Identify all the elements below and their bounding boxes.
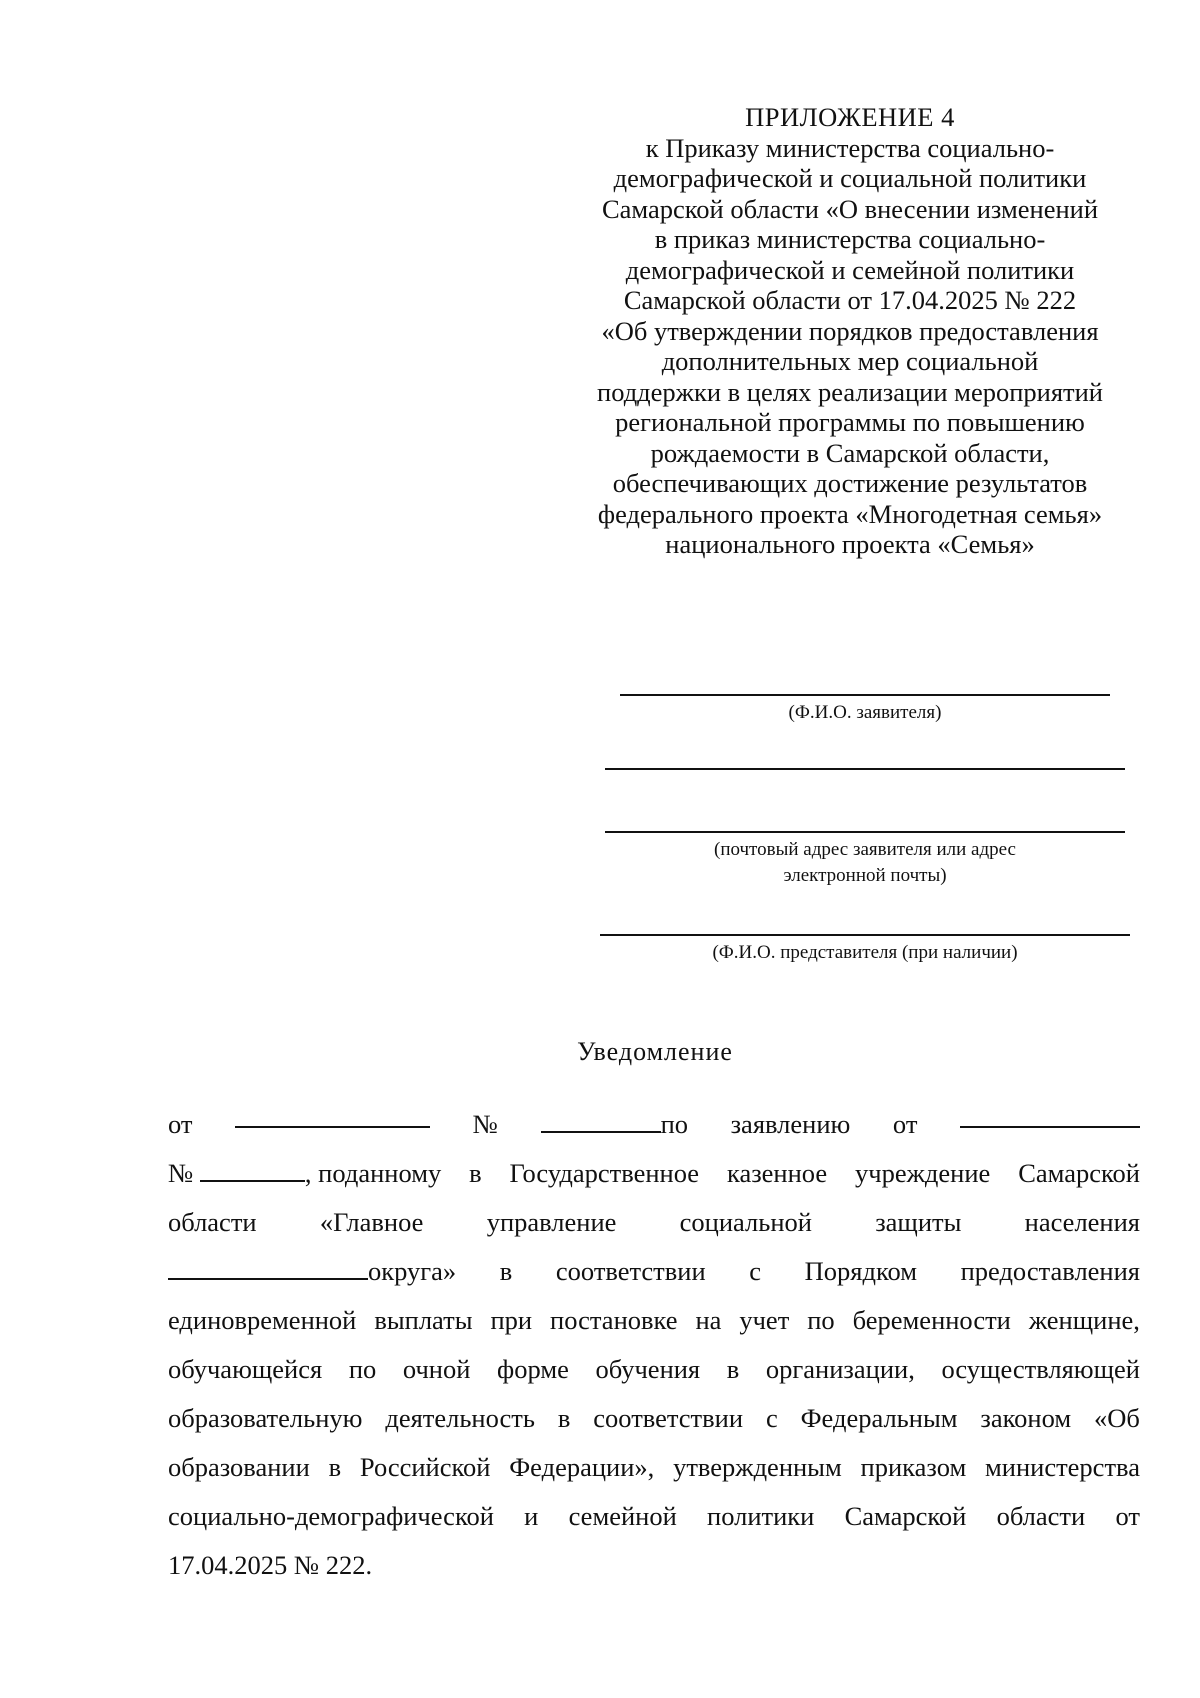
body-row bbox=[168, 1198, 1140, 1247]
word: социально-демографической bbox=[168, 1501, 494, 1531]
word: образовании bbox=[168, 1452, 310, 1482]
word: утвержденным bbox=[673, 1452, 842, 1482]
date-blank[interactable] bbox=[235, 1100, 430, 1128]
word: учет bbox=[739, 1305, 790, 1335]
word: женщине, bbox=[1028, 1305, 1140, 1335]
word: семейной bbox=[568, 1501, 677, 1531]
app-number-group bbox=[168, 1149, 441, 1198]
word: Федеральным bbox=[800, 1403, 958, 1433]
word: беременности bbox=[852, 1305, 1011, 1335]
address-caption-line1: (почтовый адрес заявителя или адрес bbox=[714, 839, 1016, 860]
body-row bbox=[168, 1247, 1140, 1296]
word: деятельность bbox=[385, 1403, 535, 1433]
application-number-blank[interactable] bbox=[200, 1154, 305, 1182]
appendix-line: обеспечивающих достижение результатов bbox=[612, 468, 1088, 498]
appendix-line: региональной программы по повышению bbox=[615, 407, 1085, 437]
appendix-line: демографической и семейной политики bbox=[625, 254, 1075, 285]
number-group bbox=[541, 1100, 688, 1149]
appendix-line: к Приказу министерства социально- bbox=[645, 132, 1055, 163]
word: с bbox=[765, 1403, 778, 1433]
word: политики bbox=[707, 1501, 815, 1531]
word: приказом bbox=[860, 1452, 967, 1482]
body-row bbox=[168, 1296, 1140, 1345]
word: от bbox=[168, 1109, 193, 1139]
word: Государственное bbox=[509, 1158, 700, 1188]
word: обучающейся bbox=[168, 1354, 323, 1384]
word: заявлению bbox=[730, 1109, 851, 1139]
body-row bbox=[168, 1394, 1140, 1443]
word: законом bbox=[980, 1403, 1072, 1433]
appendix-line: дополнительных мер социальной bbox=[661, 346, 1039, 376]
applicant-name-field[interactable] bbox=[620, 694, 1110, 726]
appendix-line: Самарской области «О внесении изменений bbox=[601, 193, 1099, 224]
word: области bbox=[168, 1207, 257, 1237]
number-blank[interactable] bbox=[541, 1105, 661, 1133]
appendix-title: ПРИЛОЖЕНИЕ 4 bbox=[745, 102, 955, 132]
word: № bbox=[168, 1158, 194, 1188]
word: в bbox=[726, 1354, 740, 1384]
word: предоставления bbox=[960, 1256, 1140, 1286]
appendix-line: в приказ министерства социально- bbox=[654, 224, 1046, 254]
word: министерства bbox=[985, 1452, 1140, 1482]
appendix-line: «Об утверждении порядков предоставления bbox=[601, 315, 1099, 346]
appendix-line: национального проекта «Семья» bbox=[665, 529, 1035, 559]
word: в bbox=[499, 1256, 513, 1286]
body-row bbox=[168, 1443, 1140, 1492]
okrug-blank[interactable] bbox=[168, 1252, 368, 1280]
word: Российской bbox=[359, 1452, 491, 1482]
notice-body bbox=[168, 1100, 1140, 1590]
application-date-blank[interactable] bbox=[960, 1100, 1140, 1128]
word: от bbox=[892, 1109, 918, 1139]
word: социальной bbox=[679, 1207, 812, 1237]
word: казенное bbox=[726, 1158, 828, 1188]
word: при bbox=[490, 1305, 533, 1335]
notice-title: Уведомление bbox=[577, 1037, 733, 1066]
word: выплаты bbox=[374, 1305, 473, 1335]
word: , поданному bbox=[304, 1158, 442, 1188]
applicant-name-caption: (Ф.И.О. заявителя) bbox=[788, 702, 942, 723]
okrug-group bbox=[168, 1247, 456, 1296]
word: области bbox=[996, 1501, 1086, 1531]
body-row bbox=[168, 1345, 1140, 1394]
word: по bbox=[660, 1109, 688, 1139]
word: форме bbox=[497, 1354, 569, 1384]
word: населения bbox=[1024, 1207, 1140, 1237]
word: и bbox=[524, 1501, 539, 1531]
word: единовременной bbox=[168, 1305, 357, 1335]
word: управление bbox=[486, 1207, 617, 1237]
word: по bbox=[807, 1305, 835, 1335]
word: обучения bbox=[595, 1354, 701, 1384]
word: учреждение bbox=[855, 1158, 991, 1188]
word: «Об bbox=[1094, 1403, 1140, 1433]
applicant-name-line bbox=[620, 694, 1110, 696]
representative-caption: (Ф.И.О. представителя (при наличии) bbox=[712, 942, 1018, 963]
word: с bbox=[749, 1256, 762, 1286]
word: округа» bbox=[368, 1256, 457, 1286]
word: соответствии bbox=[593, 1403, 744, 1433]
word: Федерации», bbox=[509, 1452, 655, 1482]
appendix-line: Самарской области от 17.04.2025 № 222 bbox=[623, 285, 1077, 315]
address-line-1[interactable] bbox=[605, 768, 1125, 770]
word: 17.04.2025 № 222. bbox=[168, 1550, 373, 1580]
representative-line bbox=[600, 934, 1130, 936]
word: защиты bbox=[875, 1207, 962, 1237]
appendix-line: федерального проекта «Многодетная семья» bbox=[597, 498, 1103, 529]
representative-field[interactable] bbox=[600, 934, 1130, 966]
word: осуществляющей bbox=[941, 1354, 1140, 1384]
appendix-line: демографической и социальной политики bbox=[613, 163, 1087, 193]
word: Самарской bbox=[844, 1501, 967, 1531]
appendix-line: поддержки в целях реализации мероприятий bbox=[597, 376, 1103, 407]
body-row bbox=[168, 1541, 1140, 1590]
word: «Главное bbox=[319, 1207, 424, 1237]
word: № bbox=[472, 1109, 498, 1139]
word: в bbox=[557, 1403, 571, 1433]
word: Самарской bbox=[1018, 1158, 1140, 1188]
word: Порядком bbox=[804, 1256, 917, 1286]
word: от bbox=[1115, 1501, 1140, 1531]
appendix-header bbox=[560, 102, 1140, 560]
word: очной bbox=[402, 1354, 471, 1384]
word: в bbox=[328, 1452, 342, 1482]
address-caption-line2: электронной почты) bbox=[783, 865, 947, 886]
address-caption bbox=[605, 837, 1125, 889]
address-line-2 bbox=[605, 831, 1125, 833]
body-row bbox=[168, 1100, 1140, 1149]
word: организации, bbox=[765, 1354, 915, 1384]
body-row bbox=[168, 1492, 1140, 1541]
word: соответствии bbox=[555, 1256, 706, 1286]
word: постановке bbox=[550, 1305, 678, 1335]
body-row bbox=[168, 1149, 1140, 1198]
address-field[interactable] bbox=[605, 831, 1125, 889]
appendix-line: рождаемости в Самарской области, bbox=[650, 437, 1050, 468]
word: на bbox=[695, 1305, 722, 1335]
word: образовательную bbox=[168, 1403, 363, 1433]
word: в bbox=[469, 1158, 482, 1188]
word: по bbox=[348, 1354, 377, 1384]
